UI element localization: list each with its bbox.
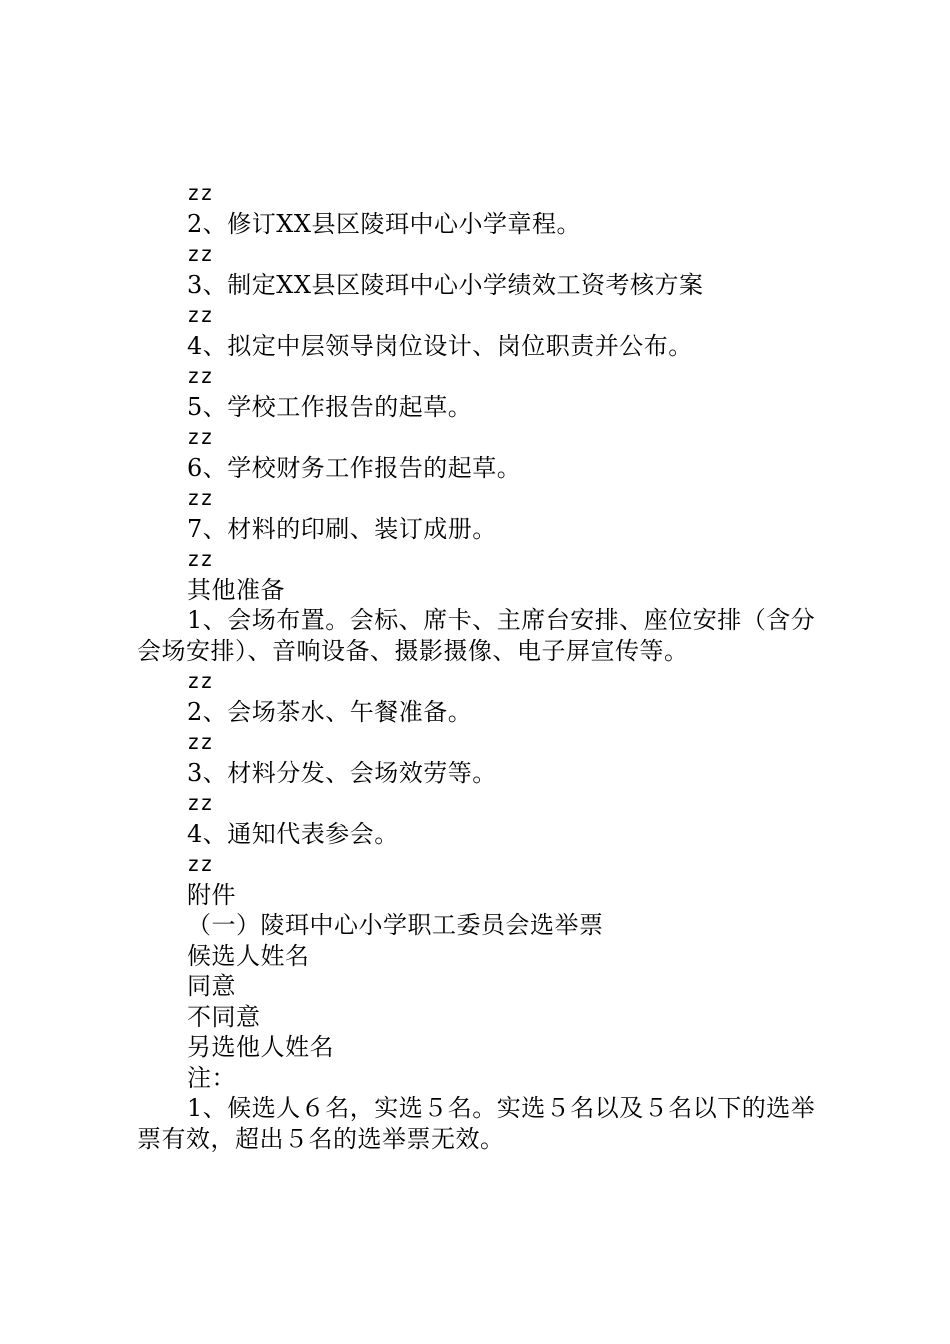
document-body xyxy=(137,178,837,1154)
section-marker: zz xyxy=(187,181,214,205)
note-text: 1、候选人６名，实选５名。实选５名以及５名以下的选举票有效，超出５名的选举票无效。 xyxy=(137,1094,816,1153)
section-marker: zz xyxy=(187,730,214,754)
note-label: 注： xyxy=(187,1063,236,1092)
section-marker: zz xyxy=(187,486,214,510)
section-marker: zz xyxy=(187,669,214,693)
ballot-field-disagree: 不同意 xyxy=(187,1002,261,1031)
ballot-field-alternate-name: 另选他人姓名 xyxy=(187,1033,334,1061)
ballot-title: （一）陵珥中心小学职工委员会选举票 xyxy=(187,911,604,939)
section-marker: zz xyxy=(187,852,214,876)
section-marker: zz xyxy=(187,364,214,388)
list-item: 7、材料的印刷、装订成册。 xyxy=(187,514,497,543)
list-item: 4、通知代表参会。 xyxy=(187,819,399,848)
section-marker: zz xyxy=(187,425,214,449)
section-marker: zz xyxy=(187,547,214,571)
list-item: 2、会场茶水、午餐准备。 xyxy=(187,697,473,726)
ballot-field-candidate-name: 候选人姓名 xyxy=(187,941,310,970)
section-marker: zz xyxy=(187,791,214,815)
section-marker: zz xyxy=(187,303,214,327)
appendix-heading: 附件 xyxy=(187,880,236,909)
list-item: 1、会场布置。会标、席卡、主席台安排、座位安排（含分会场安排）、音响设备、摄影摄像、电子屏宣传等。 xyxy=(137,606,816,665)
list-item: 4、拟定中层领导岗位设计、岗位职责并公布。 xyxy=(187,331,693,360)
list-item: 5、学校工作报告的起草。 xyxy=(187,392,473,421)
list-item: 3、制定XX县区陵珥中心小学绩效工资考核方案 xyxy=(187,270,704,299)
list-item: 2、修订XX县区陵珥中心小学章程。 xyxy=(187,209,581,238)
section-marker: zz xyxy=(187,242,214,266)
list-item: 6、学校财务工作报告的起草。 xyxy=(187,453,522,482)
other-preparation-heading: 其他准备 xyxy=(187,575,285,604)
ballot-field-agree: 同意 xyxy=(187,972,236,1000)
list-item: 3、材料分发、会场效劳等。 xyxy=(187,758,497,787)
